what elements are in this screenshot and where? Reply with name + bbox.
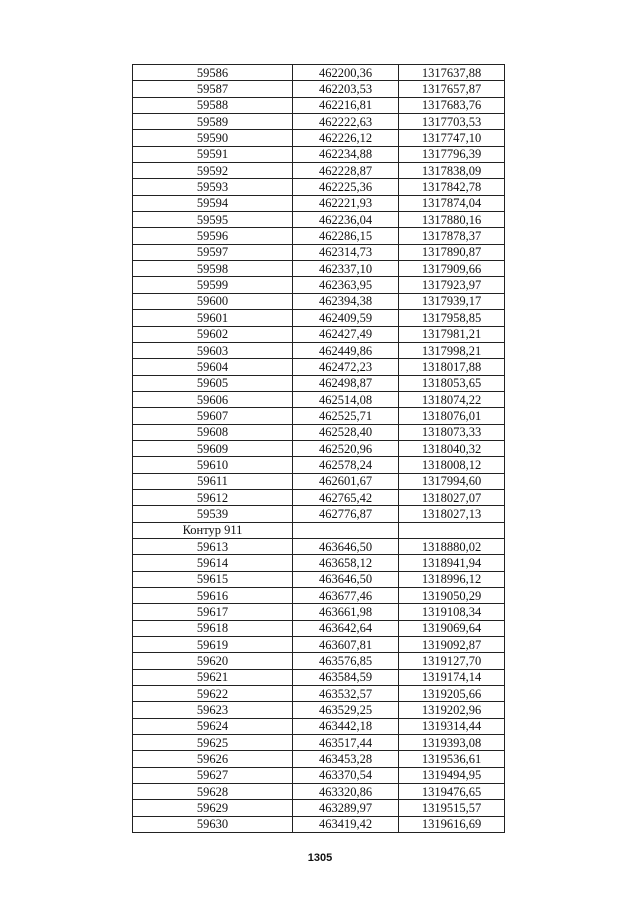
table-row xyxy=(133,277,505,293)
point-number-cell: 59601 xyxy=(133,310,293,326)
table-row xyxy=(133,195,505,211)
point-number-cell: 59613 xyxy=(133,538,293,554)
x-coordinate-cell: 463658,12 xyxy=(293,555,399,571)
table-row xyxy=(133,81,505,97)
table-row xyxy=(133,146,505,162)
x-coordinate-cell: 463529,25 xyxy=(293,702,399,718)
table-row xyxy=(133,718,505,734)
point-number-cell: 59586 xyxy=(133,65,293,81)
x-coordinate-cell: 462409,59 xyxy=(293,310,399,326)
y-coordinate-cell: 1319476,65 xyxy=(399,784,505,800)
point-number-cell: 59607 xyxy=(133,408,293,424)
y-coordinate-cell: 1319536,61 xyxy=(399,751,505,767)
point-number-cell: 59608 xyxy=(133,424,293,440)
table-row xyxy=(133,424,505,440)
table-row xyxy=(133,310,505,326)
x-coordinate-cell: 463442,18 xyxy=(293,718,399,734)
x-coordinate-cell: 462578,24 xyxy=(293,457,399,473)
point-number-cell: 59539 xyxy=(133,506,293,522)
table-row xyxy=(133,293,505,309)
y-coordinate-cell: 1317994,60 xyxy=(399,473,505,489)
point-number-cell: 59617 xyxy=(133,604,293,620)
y-coordinate-cell: 1318040,32 xyxy=(399,440,505,456)
table-row xyxy=(133,538,505,554)
point-number-cell: 59590 xyxy=(133,130,293,146)
table-row xyxy=(133,767,505,783)
x-coordinate-cell: 463370,54 xyxy=(293,767,399,783)
point-number-cell: 59629 xyxy=(133,800,293,816)
point-number-cell: 59626 xyxy=(133,751,293,767)
x-coordinate-cell: 462449,86 xyxy=(293,342,399,358)
y-coordinate-cell: 1317878,37 xyxy=(399,228,505,244)
table-row xyxy=(133,489,505,505)
table-row xyxy=(133,571,505,587)
x-coordinate-cell: 462314,73 xyxy=(293,244,399,260)
x-coordinate-cell: 462514,08 xyxy=(293,391,399,407)
table-row xyxy=(133,375,505,391)
table-row xyxy=(133,457,505,473)
y-coordinate-cell: 1317874,04 xyxy=(399,195,505,211)
table-row xyxy=(133,784,505,800)
table-row xyxy=(133,473,505,489)
point-number-cell: 59603 xyxy=(133,342,293,358)
point-number-cell: 59616 xyxy=(133,588,293,604)
y-coordinate-cell: 1319050,29 xyxy=(399,588,505,604)
x-coordinate-cell: 462765,42 xyxy=(293,489,399,505)
point-number-cell: 59599 xyxy=(133,277,293,293)
x-coordinate-cell: 463607,81 xyxy=(293,637,399,653)
y-coordinate-cell: 1319616,69 xyxy=(399,816,505,832)
point-number-cell: 59591 xyxy=(133,146,293,162)
point-number-cell: 59610 xyxy=(133,457,293,473)
table-row xyxy=(133,391,505,407)
point-number-cell: 59628 xyxy=(133,784,293,800)
table-row xyxy=(133,179,505,195)
x-coordinate-cell: 462225,36 xyxy=(293,179,399,195)
y-coordinate-cell: 1318074,22 xyxy=(399,391,505,407)
y-coordinate-cell: 1318027,13 xyxy=(399,506,505,522)
y-coordinate-cell: 1319314,44 xyxy=(399,718,505,734)
x-coordinate-cell: 463320,86 xyxy=(293,784,399,800)
point-number-cell: 59604 xyxy=(133,359,293,375)
coordinates-table xyxy=(132,64,505,833)
table-row xyxy=(133,800,505,816)
point-number-cell: 59592 xyxy=(133,163,293,179)
x-coordinate-cell: 463517,44 xyxy=(293,735,399,751)
point-number-cell: 59589 xyxy=(133,114,293,130)
table-row xyxy=(133,735,505,751)
y-coordinate-cell: 1317796,39 xyxy=(399,146,505,162)
x-coordinate-cell: 462601,67 xyxy=(293,473,399,489)
x-coordinate-cell: 462221,93 xyxy=(293,195,399,211)
y-coordinate-cell: 1319174,14 xyxy=(399,669,505,685)
y-coordinate-cell: 1317637,88 xyxy=(399,65,505,81)
table-row xyxy=(133,130,505,146)
x-coordinate-cell: 462520,96 xyxy=(293,440,399,456)
y-coordinate-cell: 1317842,78 xyxy=(399,179,505,195)
y-coordinate-cell: 1317703,53 xyxy=(399,114,505,130)
x-coordinate-cell: 463532,57 xyxy=(293,686,399,702)
y-coordinate-cell: 1319393,08 xyxy=(399,735,505,751)
y-coordinate-cell: 1317838,09 xyxy=(399,163,505,179)
table-row xyxy=(133,244,505,260)
point-number-cell: 59588 xyxy=(133,97,293,113)
section-header-row xyxy=(133,522,505,538)
y-coordinate-cell: 1317923,97 xyxy=(399,277,505,293)
point-number-cell: 59594 xyxy=(133,195,293,211)
table-row xyxy=(133,751,505,767)
point-number-cell: 59606 xyxy=(133,391,293,407)
x-coordinate-cell: 462234,88 xyxy=(293,146,399,162)
point-number-cell: 59597 xyxy=(133,244,293,260)
table-row xyxy=(133,440,505,456)
table-row xyxy=(133,816,505,832)
x-coordinate-cell: 463642,64 xyxy=(293,620,399,636)
x-coordinate-cell: 462286,15 xyxy=(293,228,399,244)
x-coordinate-cell: 462228,87 xyxy=(293,163,399,179)
section-label: Контур 911 xyxy=(133,522,293,538)
point-number-cell: 59600 xyxy=(133,293,293,309)
table-row xyxy=(133,228,505,244)
x-coordinate-cell: 462427,49 xyxy=(293,326,399,342)
y-coordinate-cell: 1317683,76 xyxy=(399,97,505,113)
point-number-cell: 59624 xyxy=(133,718,293,734)
table-row xyxy=(133,326,505,342)
table-row xyxy=(133,588,505,604)
x-coordinate-cell: 462394,38 xyxy=(293,293,399,309)
y-coordinate-cell: 1319108,34 xyxy=(399,604,505,620)
point-number-cell: 59619 xyxy=(133,637,293,653)
y-coordinate-cell: 1319202,96 xyxy=(399,702,505,718)
y-coordinate-cell: 1317939,17 xyxy=(399,293,505,309)
empty-cell xyxy=(399,522,505,538)
point-number-cell: 59605 xyxy=(133,375,293,391)
table-row xyxy=(133,620,505,636)
y-coordinate-cell: 1319069,64 xyxy=(399,620,505,636)
x-coordinate-cell: 462222,63 xyxy=(293,114,399,130)
x-coordinate-cell: 463419,42 xyxy=(293,816,399,832)
x-coordinate-cell: 462363,95 xyxy=(293,277,399,293)
point-number-cell: 59623 xyxy=(133,702,293,718)
x-coordinate-cell: 462776,87 xyxy=(293,506,399,522)
y-coordinate-cell: 1317657,87 xyxy=(399,81,505,97)
point-number-cell: 59614 xyxy=(133,555,293,571)
table-row xyxy=(133,65,505,81)
x-coordinate-cell: 462203,53 xyxy=(293,81,399,97)
point-number-cell: 59609 xyxy=(133,440,293,456)
table-row xyxy=(133,637,505,653)
table-row xyxy=(133,408,505,424)
y-coordinate-cell: 1317880,16 xyxy=(399,212,505,228)
table-row xyxy=(133,506,505,522)
x-coordinate-cell: 463661,98 xyxy=(293,604,399,620)
point-number-cell: 59587 xyxy=(133,81,293,97)
point-number-cell: 59621 xyxy=(133,669,293,685)
x-coordinate-cell: 463677,46 xyxy=(293,588,399,604)
point-number-cell: 59602 xyxy=(133,326,293,342)
y-coordinate-cell: 1319515,57 xyxy=(399,800,505,816)
table-row xyxy=(133,261,505,277)
y-coordinate-cell: 1318996,12 xyxy=(399,571,505,587)
point-number-cell: 59612 xyxy=(133,489,293,505)
y-coordinate-cell: 1318053,65 xyxy=(399,375,505,391)
x-coordinate-cell: 462226,12 xyxy=(293,130,399,146)
table-row xyxy=(133,669,505,685)
point-number-cell: 59598 xyxy=(133,261,293,277)
table-row xyxy=(133,359,505,375)
x-coordinate-cell: 463453,28 xyxy=(293,751,399,767)
x-coordinate-cell: 462216,81 xyxy=(293,97,399,113)
y-coordinate-cell: 1317981,21 xyxy=(399,326,505,342)
y-coordinate-cell: 1317890,87 xyxy=(399,244,505,260)
y-coordinate-cell: 1318880,02 xyxy=(399,538,505,554)
y-coordinate-cell: 1318008,12 xyxy=(399,457,505,473)
table-row xyxy=(133,114,505,130)
x-coordinate-cell: 463646,50 xyxy=(293,538,399,554)
x-coordinate-cell: 463289,97 xyxy=(293,800,399,816)
x-coordinate-cell: 462236,04 xyxy=(293,212,399,228)
x-coordinate-cell: 462528,40 xyxy=(293,424,399,440)
page-number: 1305 xyxy=(307,852,333,864)
y-coordinate-cell: 1319494,95 xyxy=(399,767,505,783)
point-number-cell: 59618 xyxy=(133,620,293,636)
point-number-cell: 59615 xyxy=(133,571,293,587)
y-coordinate-cell: 1318017,88 xyxy=(399,359,505,375)
y-coordinate-cell: 1319205,66 xyxy=(399,686,505,702)
point-number-cell: 59596 xyxy=(133,228,293,244)
table-row xyxy=(133,686,505,702)
y-coordinate-cell: 1319092,87 xyxy=(399,637,505,653)
table-row xyxy=(133,342,505,358)
table-row xyxy=(133,97,505,113)
table-row xyxy=(133,555,505,571)
x-coordinate-cell: 462200,36 xyxy=(293,65,399,81)
point-number-cell: 59611 xyxy=(133,473,293,489)
y-coordinate-cell: 1319127,70 xyxy=(399,653,505,669)
point-number-cell: 59595 xyxy=(133,212,293,228)
point-number-cell: 59622 xyxy=(133,686,293,702)
x-coordinate-cell: 463646,50 xyxy=(293,571,399,587)
x-coordinate-cell: 462472,23 xyxy=(293,359,399,375)
x-coordinate-cell: 462525,71 xyxy=(293,408,399,424)
empty-cell xyxy=(293,522,399,538)
point-number-cell: 59627 xyxy=(133,767,293,783)
point-number-cell: 59630 xyxy=(133,816,293,832)
point-number-cell: 59625 xyxy=(133,735,293,751)
y-coordinate-cell: 1317747,10 xyxy=(399,130,505,146)
point-number-cell: 59593 xyxy=(133,179,293,195)
y-coordinate-cell: 1317958,85 xyxy=(399,310,505,326)
y-coordinate-cell: 1318941,94 xyxy=(399,555,505,571)
y-coordinate-cell: 1318027,07 xyxy=(399,489,505,505)
table-row xyxy=(133,212,505,228)
x-coordinate-cell: 462337,10 xyxy=(293,261,399,277)
table-row xyxy=(133,163,505,179)
y-coordinate-cell: 1318076,01 xyxy=(399,408,505,424)
x-coordinate-cell: 463576,85 xyxy=(293,653,399,669)
y-coordinate-cell: 1317909,66 xyxy=(399,261,505,277)
y-coordinate-cell: 1317998,21 xyxy=(399,342,505,358)
x-coordinate-cell: 463584,59 xyxy=(293,669,399,685)
y-coordinate-cell: 1318073,33 xyxy=(399,424,505,440)
point-number-cell: 59620 xyxy=(133,653,293,669)
coordinates-table-body xyxy=(133,65,505,833)
table-row xyxy=(133,702,505,718)
table-row xyxy=(133,604,505,620)
table-row xyxy=(133,653,505,669)
x-coordinate-cell: 462498,87 xyxy=(293,375,399,391)
